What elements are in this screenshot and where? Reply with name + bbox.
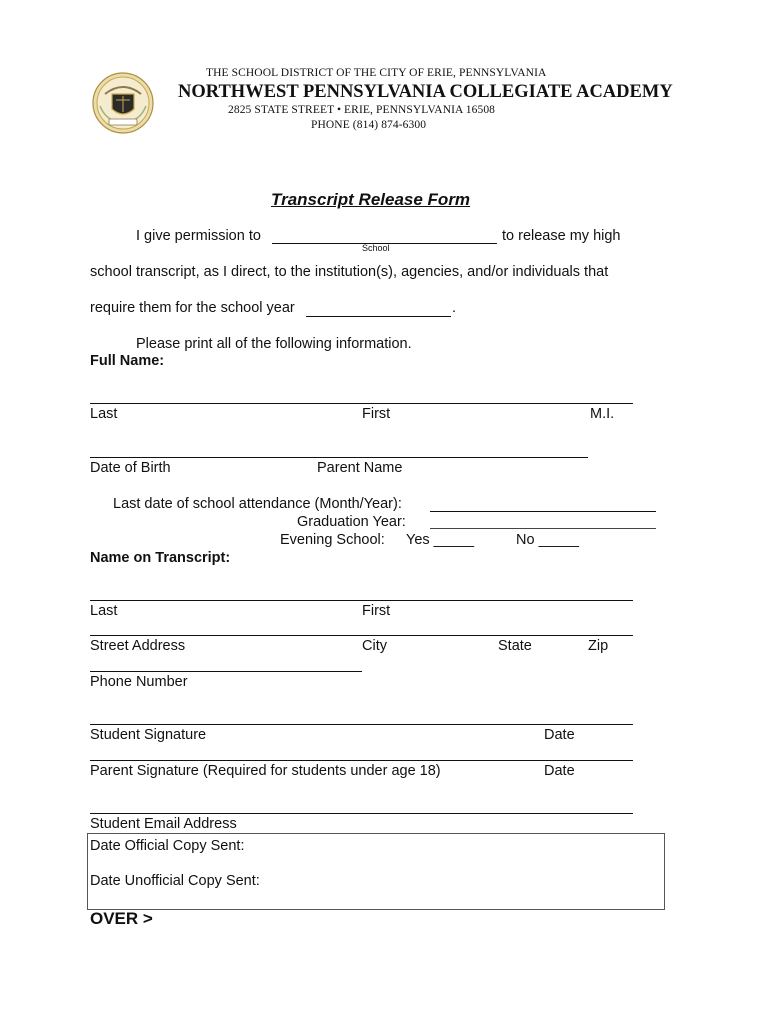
label-graduation-year: Graduation Year: <box>297 514 406 530</box>
label-parent-date: Date <box>544 763 575 779</box>
transcript-label-last: Last <box>90 603 118 619</box>
full-name-field-line[interactable] <box>90 403 633 404</box>
label-last-attendance: Last date of school attendance (Month/Year): <box>113 496 402 512</box>
label-zip: Zip <box>588 638 609 654</box>
period: . <box>452 300 457 316</box>
label-dob: Date of Birth <box>90 460 171 476</box>
evening-no-option[interactable]: No _____ <box>516 532 579 548</box>
school-year-field-line[interactable] <box>306 316 451 317</box>
district-name: THE SCHOOL DISTRICT OF THE CITY OF ERIE, PENNSYLVANIA <box>206 67 547 79</box>
instruction-text: Please print all of the following information. <box>136 336 412 352</box>
transcript-label-first: First <box>362 603 391 619</box>
email-field-line[interactable] <box>90 813 633 814</box>
label-first: First <box>362 406 391 422</box>
school-caption: School <box>362 243 390 253</box>
form-title: Transcript Release Form <box>271 190 471 209</box>
label-phone-number: Phone Number <box>90 674 188 690</box>
label-student-date: Date <box>544 727 575 743</box>
label-street-address: Street Address <box>90 638 186 654</box>
label-state: State <box>498 638 532 654</box>
label-unofficial-copy-sent: Date Unofficial Copy Sent: <box>90 873 260 889</box>
transcript-name-heading: Name on Transcript: <box>90 550 231 566</box>
school-phone: PHONE (814) 874-6300 <box>311 119 427 131</box>
label-official-copy-sent: Date Official Copy Sent: <box>90 838 245 854</box>
permission-line-3: require them for the school year <box>90 300 295 316</box>
address-field-line[interactable] <box>90 635 633 636</box>
parent-signature-field-line[interactable] <box>90 760 633 761</box>
over-indicator: OVER > <box>90 909 153 928</box>
label-student-email: Student Email Address <box>90 816 237 832</box>
label-city: City <box>362 638 387 654</box>
evening-yes-option[interactable]: Yes _____ <box>406 532 475 548</box>
full-name-heading: Full Name: <box>90 353 165 369</box>
phone-field-line[interactable] <box>90 671 362 672</box>
label-parent-signature: Parent Signature (Required for students under age 18) <box>90 763 441 779</box>
transcript-name-field-line[interactable] <box>90 600 633 601</box>
label-mi: M.I. <box>590 406 615 422</box>
permission-text-start: I give permission to <box>136 228 261 244</box>
dob-parent-field-line[interactable] <box>90 457 588 458</box>
school-name: NORTHWEST PENNSYLVANIA COLLEGIATE ACADEMY <box>178 82 673 102</box>
label-evening-school: Evening School: <box>280 532 385 548</box>
school-address: 2825 STATE STREET • ERIE, PENNSYLVANIA 16508 <box>228 104 496 116</box>
permission-text-end: to release my high <box>502 228 621 244</box>
label-parent-name: Parent Name <box>317 460 403 476</box>
permission-line-2: school transcript, as I direct, to the institution(s), agencies, and/or individuals that <box>90 264 609 280</box>
label-last: Last <box>90 406 118 422</box>
last-attendance-field-line[interactable] <box>430 511 656 512</box>
student-signature-field-line[interactable] <box>90 724 633 725</box>
label-student-signature: Student Signature <box>90 727 207 743</box>
school-seal-logo <box>92 72 154 134</box>
graduation-year-field-line[interactable] <box>430 528 656 529</box>
